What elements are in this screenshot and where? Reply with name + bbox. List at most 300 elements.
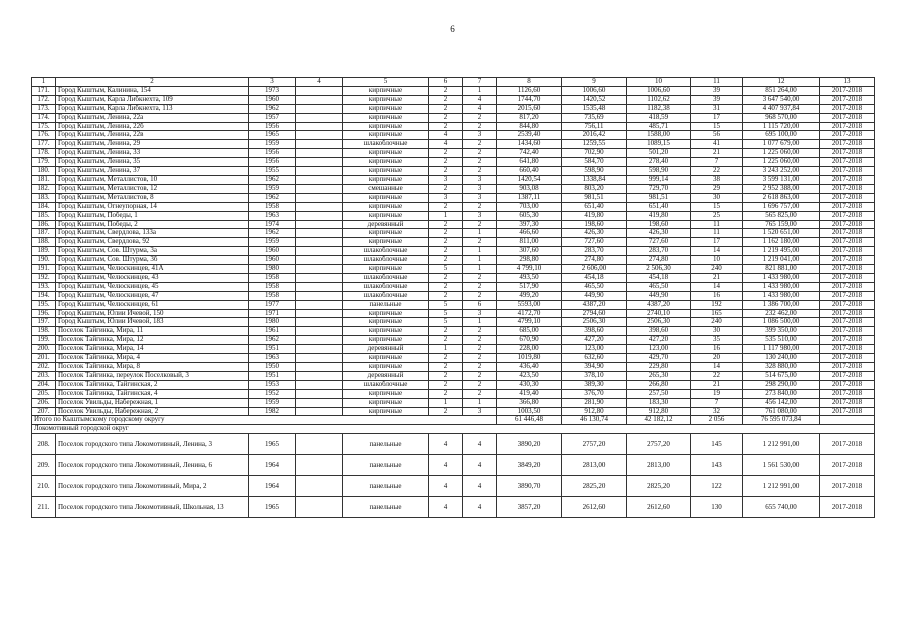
table-cell: 2017-2018 <box>820 220 875 229</box>
table-cell: Поселок Тайгинка, переулок Поселковый, 3 <box>56 371 249 380</box>
table-cell: 1434,60 <box>497 140 562 149</box>
table-cell: 851 264,00 <box>743 86 820 95</box>
table-cell: 811,00 <box>497 238 562 247</box>
table-cell: 426,30 <box>562 229 627 238</box>
table-cell: 419,40 <box>497 389 562 398</box>
table-cell: 2017-2018 <box>820 354 875 363</box>
table-cell: шлакоблочные <box>343 380 429 389</box>
table-cell: Поселок Увильды, Набережная, 2 <box>56 407 249 416</box>
table-cell: Город Кыштым, Челюскинцев, 45 <box>56 282 249 291</box>
table-cell: 1 561 530,00 <box>743 455 820 476</box>
table-cell: 17 <box>691 113 743 122</box>
table-cell <box>296 300 343 309</box>
table-cell: 2539,40 <box>497 131 562 140</box>
table-cell: Город Кыштым, Ленина, 22в <box>56 131 249 140</box>
table-cell: 2 <box>56 78 249 87</box>
table-cell: 2 <box>463 202 497 211</box>
table-cell: Город Кыштым, Юлии Ичевой, 183 <box>56 318 249 327</box>
table-cell: шлакоблочные <box>343 291 429 300</box>
table-cell <box>296 167 343 176</box>
table-cell <box>296 336 343 345</box>
table-cell: 122 <box>691 476 743 497</box>
table-cell: 266,80 <box>627 380 691 389</box>
table-cell: 182. <box>32 184 56 193</box>
table-cell: 1 225 060,00 <box>743 149 820 158</box>
table-cell <box>296 238 343 247</box>
table-cell: 1 <box>463 256 497 265</box>
table-cell: панельные <box>343 476 429 497</box>
table-cell: 2017-2018 <box>820 211 875 220</box>
table-cell: 968 570,00 <box>743 113 820 122</box>
table-cell <box>296 309 343 318</box>
table-cell: 1951 <box>249 345 296 354</box>
table-cell: 2 <box>429 291 463 300</box>
table-cell: 11 <box>691 229 743 238</box>
table-cell: 274,80 <box>562 256 627 265</box>
table-cell: 1744,70 <box>497 95 562 104</box>
table-cell: Город Кыштым, Победы, 2 <box>56 220 249 229</box>
table-row <box>32 497 875 518</box>
table-cell: 1962 <box>249 193 296 202</box>
table-row <box>32 193 875 202</box>
table-cell: 198. <box>32 327 56 336</box>
table-cell: 1980 <box>249 318 296 327</box>
table-cell: 427,20 <box>627 336 691 345</box>
table-cell: 3 <box>249 78 296 87</box>
table-cell <box>296 158 343 167</box>
table-cell: 1963 <box>249 354 296 363</box>
table-cell: 2017-2018 <box>820 327 875 336</box>
table-cell: 197. <box>32 318 56 327</box>
table-cell: 257,50 <box>627 389 691 398</box>
table-cell <box>296 149 343 158</box>
table-cell: 189. <box>32 247 56 256</box>
table-cell: 493,50 <box>497 273 562 282</box>
table-cell: 2017-2018 <box>820 455 875 476</box>
table-cell: 274,80 <box>627 256 691 265</box>
table-cell <box>296 497 343 518</box>
table-cell: 2017-2018 <box>820 238 875 247</box>
table-cell: 123,00 <box>627 345 691 354</box>
table-cell: 598,90 <box>562 167 627 176</box>
table-cell: 229,80 <box>627 363 691 372</box>
table-cell: 2 <box>463 389 497 398</box>
table-cell: 4 799,10 <box>497 265 562 274</box>
table-cell: Поселок городского типа Локомотивный, Школьная, 13 <box>56 497 249 518</box>
table-cell: шлакоблочные <box>343 140 429 149</box>
table-cell: Город Кыштым, Челюскинцев, 47 <box>56 291 249 300</box>
table-cell: 1962 <box>249 336 296 345</box>
table-cell: 1958 <box>249 291 296 300</box>
table-cell: 1006,60 <box>562 86 627 95</box>
table-cell: 3 <box>463 184 497 193</box>
table-cell: 2 <box>429 282 463 291</box>
table-cell: 1535,48 <box>562 104 627 113</box>
table-cell: Поселок городского типа Локомотивный, Ленина, 6 <box>56 455 249 476</box>
table-cell: 1974 <box>249 220 296 229</box>
table-row <box>32 247 875 256</box>
table-row <box>32 175 875 184</box>
table-cell: 1102,62 <box>627 95 691 104</box>
table-cell: 660,40 <box>497 167 562 176</box>
table-cell: 466,60 <box>497 229 562 238</box>
table-cell <box>296 363 343 372</box>
table-cell: 211. <box>32 497 56 518</box>
table-cell: 283,70 <box>627 247 691 256</box>
table-cell: 1982 <box>249 407 296 416</box>
table-cell <box>296 86 343 95</box>
table-cell: панельные <box>343 455 429 476</box>
table-cell: 5 <box>429 309 463 318</box>
table-cell: 1 <box>429 398 463 407</box>
table-cell: 3 <box>463 193 497 202</box>
table-cell: кирпичные <box>343 309 429 318</box>
table-cell: 1964 <box>249 455 296 476</box>
table-cell: 196. <box>32 309 56 318</box>
table-cell: 2 <box>463 336 497 345</box>
table-row <box>32 158 875 167</box>
table-cell: 2017-2018 <box>820 158 875 167</box>
table-cell: 42 182,12 <box>627 416 691 425</box>
table-row <box>32 220 875 229</box>
table-cell: 5 <box>429 265 463 274</box>
table-cell: смешанные <box>343 184 429 193</box>
table-cell: 398,60 <box>627 327 691 336</box>
table-cell: Город Кыштым, Ленина, 37 <box>56 167 249 176</box>
table-cell: 641,80 <box>497 158 562 167</box>
table-cell <box>296 407 343 416</box>
table-cell: Поселок Тайгинка, Мира, 12 <box>56 336 249 345</box>
table-row <box>32 407 875 416</box>
table-cell: Поселок городского типа Локомотивный, Мира, 2 <box>56 476 249 497</box>
table-cell: 2017-2018 <box>820 282 875 291</box>
table-cell <box>296 202 343 211</box>
table-row <box>32 318 875 327</box>
table-cell: 735,69 <box>562 113 627 122</box>
table-cell: 6 <box>463 300 497 309</box>
table-cell: 2 <box>429 336 463 345</box>
table-cell: 1003,50 <box>497 407 562 416</box>
table-cell: 7 <box>463 78 497 87</box>
table-cell: 2017-2018 <box>820 184 875 193</box>
table-cell: 3 <box>463 309 497 318</box>
table-row <box>32 363 875 372</box>
table-cell: 4 <box>429 455 463 476</box>
table-cell: 2017-2018 <box>820 300 875 309</box>
table-cell: 298,80 <box>497 256 562 265</box>
table-cell: 130 <box>691 497 743 518</box>
table-cell: 298 290,00 <box>743 380 820 389</box>
table-cell: 6 <box>429 78 463 87</box>
table-cell: 501,20 <box>627 149 691 158</box>
table-cell: 188. <box>32 238 56 247</box>
table-cell: 430,30 <box>497 380 562 389</box>
table-cell: 1956 <box>249 149 296 158</box>
table-cell: 307,60 <box>497 247 562 256</box>
table-cell <box>296 371 343 380</box>
table-cell: 499,20 <box>497 291 562 300</box>
table-cell: Город Кыштым, Челюскинцев, 43 <box>56 273 249 282</box>
table-cell: 2506,30 <box>562 318 627 327</box>
table-cell: 14 <box>691 247 743 256</box>
table-cell: Поселок Тайгинка, Тайгинская, 4 <box>56 389 249 398</box>
table-cell: 1962 <box>249 104 296 113</box>
table-cell: 176. <box>32 131 56 140</box>
table-cell: 200. <box>32 345 56 354</box>
table-cell: 2017-2018 <box>820 318 875 327</box>
table-row <box>32 380 875 389</box>
table-cell: 981,51 <box>627 193 691 202</box>
table-cell: 35 <box>691 336 743 345</box>
table-cell: 3890,70 <box>497 476 562 497</box>
table-cell: 1089,15 <box>627 140 691 149</box>
table-cell: 2 <box>463 380 497 389</box>
table-cell: 2 <box>429 380 463 389</box>
table-cell: Локомотивный городской округ <box>32 425 875 434</box>
table-cell: 192. <box>32 273 56 282</box>
table-cell: 4 <box>429 476 463 497</box>
table-cell: 1 077 679,00 <box>743 140 820 149</box>
table-cell: 123,00 <box>562 345 627 354</box>
table-cell: 389,30 <box>562 380 627 389</box>
table-cell: 1963 <box>249 211 296 220</box>
table-cell: 192 <box>691 300 743 309</box>
table-cell: 2017-2018 <box>820 371 875 380</box>
table-cell: 5 <box>429 300 463 309</box>
table-cell: 2825,20 <box>562 476 627 497</box>
table-cell: Город Кыштым, Челюскинцев, 41А <box>56 265 249 274</box>
table-cell: 1980 <box>249 265 296 274</box>
table-cell: 912,80 <box>627 407 691 416</box>
table-cell: 1 <box>463 247 497 256</box>
table-cell <box>296 220 343 229</box>
table-cell: 2 <box>463 140 497 149</box>
table-cell: 11 <box>691 220 743 229</box>
table-cell: 25 <box>691 211 743 220</box>
table-cell: 456 142,00 <box>743 398 820 407</box>
table-cell: 2 <box>429 158 463 167</box>
table-cell: 2 <box>463 167 497 176</box>
table-cell: 2740,10 <box>627 309 691 318</box>
table-cell: кирпичные <box>343 167 429 176</box>
table-cell: кирпичные <box>343 104 429 113</box>
table-cell: 240 <box>691 265 743 274</box>
table-row <box>32 202 875 211</box>
table-cell: 16 <box>691 291 743 300</box>
table-row <box>32 336 875 345</box>
table-cell: 1964 <box>249 476 296 497</box>
table-cell: 2017-2018 <box>820 363 875 372</box>
table-cell: 228,00 <box>497 345 562 354</box>
table-cell: 366,80 <box>497 398 562 407</box>
table-cell: Итого по Кыштымскому городскому округу <box>32 416 497 425</box>
table-cell: 1960 <box>249 95 296 104</box>
table-cell: 2017-2018 <box>820 256 875 265</box>
table-cell: 2017-2018 <box>820 476 875 497</box>
table-cell: 1959 <box>249 238 296 247</box>
table-cell: 703,00 <box>497 202 562 211</box>
table-cell: 1 212 991,00 <box>743 434 820 455</box>
table-cell <box>296 131 343 140</box>
table-cell: 454,18 <box>627 273 691 282</box>
table-cell: 2017-2018 <box>820 291 875 300</box>
table-cell: 179. <box>32 158 56 167</box>
table-cell: Город Кыштым, Победы, 1 <box>56 211 249 220</box>
table-cell: 4 <box>463 476 497 497</box>
table-cell <box>296 318 343 327</box>
table-cell: 2 <box>463 158 497 167</box>
table-cell: 2017-2018 <box>820 309 875 318</box>
table-cell: 4 <box>463 455 497 476</box>
table-cell: 1953 <box>249 380 296 389</box>
table-cell: 2 <box>429 104 463 113</box>
table-cell: Поселок Увильды, Набережная, 1 <box>56 398 249 407</box>
table-cell: Поселок Тайгинка, Мира, 14 <box>56 345 249 354</box>
table-cell: 232 462,00 <box>743 309 820 318</box>
table-cell: 727,60 <box>562 238 627 247</box>
table-cell <box>296 140 343 149</box>
table-cell: 199. <box>32 336 56 345</box>
table-cell: Поселок Тайгинка, Тайгинская, 2 <box>56 380 249 389</box>
table-cell: 3 243 252,00 <box>743 167 820 176</box>
table-cell: 12 <box>743 78 820 87</box>
table-cell: 2 606,00 <box>562 265 627 274</box>
table-cell: 3 <box>429 175 463 184</box>
table-cell: 2015,60 <box>497 104 562 113</box>
table-cell: 1 <box>463 318 497 327</box>
table-cell: 283,70 <box>562 247 627 256</box>
table-cell: 419,80 <box>562 211 627 220</box>
table-cell: 1 520 651,00 <box>743 229 820 238</box>
table-cell: Город Кыштым, Ленина, 33 <box>56 149 249 158</box>
table-cell: 19 <box>691 389 743 398</box>
table-cell: 1 433 980,00 <box>743 282 820 291</box>
table-cell <box>296 327 343 336</box>
table-cell: 821 881,00 <box>743 265 820 274</box>
table-cell: 999,14 <box>627 175 691 184</box>
table-cell <box>296 95 343 104</box>
table-cell: кирпичные <box>343 95 429 104</box>
table-cell: панельные <box>343 434 429 455</box>
table-cell: кирпичные <box>343 158 429 167</box>
table-cell: 1420,52 <box>562 95 627 104</box>
table-cell: 281,90 <box>562 398 627 407</box>
table-cell: 2017-2018 <box>820 497 875 518</box>
table-cell: 31 <box>691 104 743 113</box>
table-cell: 9 <box>562 78 627 87</box>
table-cell: 3857,20 <box>497 497 562 518</box>
table-cell: 651,40 <box>627 202 691 211</box>
table-cell: Город Кыштым, Ленина, 29 <box>56 140 249 149</box>
table-cell: 2017-2018 <box>820 407 875 416</box>
table-cell: кирпичные <box>343 131 429 140</box>
table-cell <box>296 175 343 184</box>
table-row <box>32 455 875 476</box>
table-cell: 3 <box>463 407 497 416</box>
table-cell: 2 <box>463 282 497 291</box>
table-cell: 535 510,00 <box>743 336 820 345</box>
table-cell: кирпичные <box>343 354 429 363</box>
table-cell: 419,80 <box>627 211 691 220</box>
table-cell: 328 880,00 <box>743 363 820 372</box>
table-row <box>32 434 875 455</box>
table-cell: 394,90 <box>562 363 627 372</box>
table-cell: 2017-2018 <box>820 398 875 407</box>
table-cell: 2757,20 <box>562 434 627 455</box>
table-cell: 1965 <box>249 497 296 518</box>
table-cell: 177. <box>32 140 56 149</box>
table-cell: 198,60 <box>562 220 627 229</box>
table-cell: 143 <box>691 455 743 476</box>
table-cell: 16 <box>691 345 743 354</box>
table-cell: 1 212 991,00 <box>743 476 820 497</box>
table-cell: 2 <box>429 229 463 238</box>
table-cell: 1 433 980,00 <box>743 273 820 282</box>
table-cell <box>296 273 343 282</box>
table-cell: 1 219 495,00 <box>743 247 820 256</box>
table-cell: 7 <box>691 398 743 407</box>
table-cell: кирпичные <box>343 389 429 398</box>
table-cell: 165 <box>691 309 743 318</box>
table-cell: 756,11 <box>562 122 627 131</box>
table-cell: 2 <box>429 371 463 380</box>
table-row <box>32 184 875 193</box>
table-cell: 2 <box>463 220 497 229</box>
table-cell: Город Кыштым, Карла Либкнехта, 109 <box>56 95 249 104</box>
table-cell: кирпичные <box>343 113 429 122</box>
table-cell: 22 <box>691 371 743 380</box>
table-cell: 2 <box>463 345 497 354</box>
table-cell: кирпичные <box>343 238 429 247</box>
table-row <box>32 371 875 380</box>
table-cell: 4 <box>429 434 463 455</box>
table-cell: 817,20 <box>497 113 562 122</box>
table-cell: 4387,20 <box>562 300 627 309</box>
table-cell: 3 <box>463 211 497 220</box>
table-cell: Город Кыштым, Металлистов, 10 <box>56 175 249 184</box>
table-cell: 173. <box>32 104 56 113</box>
table-cell: 8 <box>497 78 562 87</box>
table-cell <box>296 113 343 122</box>
table-cell: 210. <box>32 476 56 497</box>
table-cell: 427,20 <box>562 336 627 345</box>
table-cell: 1955 <box>249 167 296 176</box>
table-cell: 2016,42 <box>562 131 627 140</box>
table-cell: 1 <box>32 78 56 87</box>
table-cell: 1956 <box>249 122 296 131</box>
table-cell: 1 386 700,00 <box>743 300 820 309</box>
table-cell: 2017-2018 <box>820 247 875 256</box>
table-cell: шлакоблочные <box>343 256 429 265</box>
table-cell: 514 675,00 <box>743 371 820 380</box>
table-cell: кирпичные <box>343 363 429 372</box>
table-cell: 30 <box>691 193 743 202</box>
table-cell: 209. <box>32 455 56 476</box>
table-cell: кирпичные <box>343 175 429 184</box>
table-cell: 4 <box>463 497 497 518</box>
table-cell: 184. <box>32 202 56 211</box>
table-cell: 183,30 <box>627 398 691 407</box>
table-cell: 13 <box>820 78 875 87</box>
table-cell: 180. <box>32 167 56 176</box>
table-cell: 202. <box>32 363 56 372</box>
table-cell: 193. <box>32 282 56 291</box>
table-row <box>32 95 875 104</box>
table-cell: 397,30 <box>497 220 562 229</box>
table-cell: 198,60 <box>627 220 691 229</box>
table-cell: 378,10 <box>562 371 627 380</box>
table-cell: 1387,11 <box>497 193 562 202</box>
